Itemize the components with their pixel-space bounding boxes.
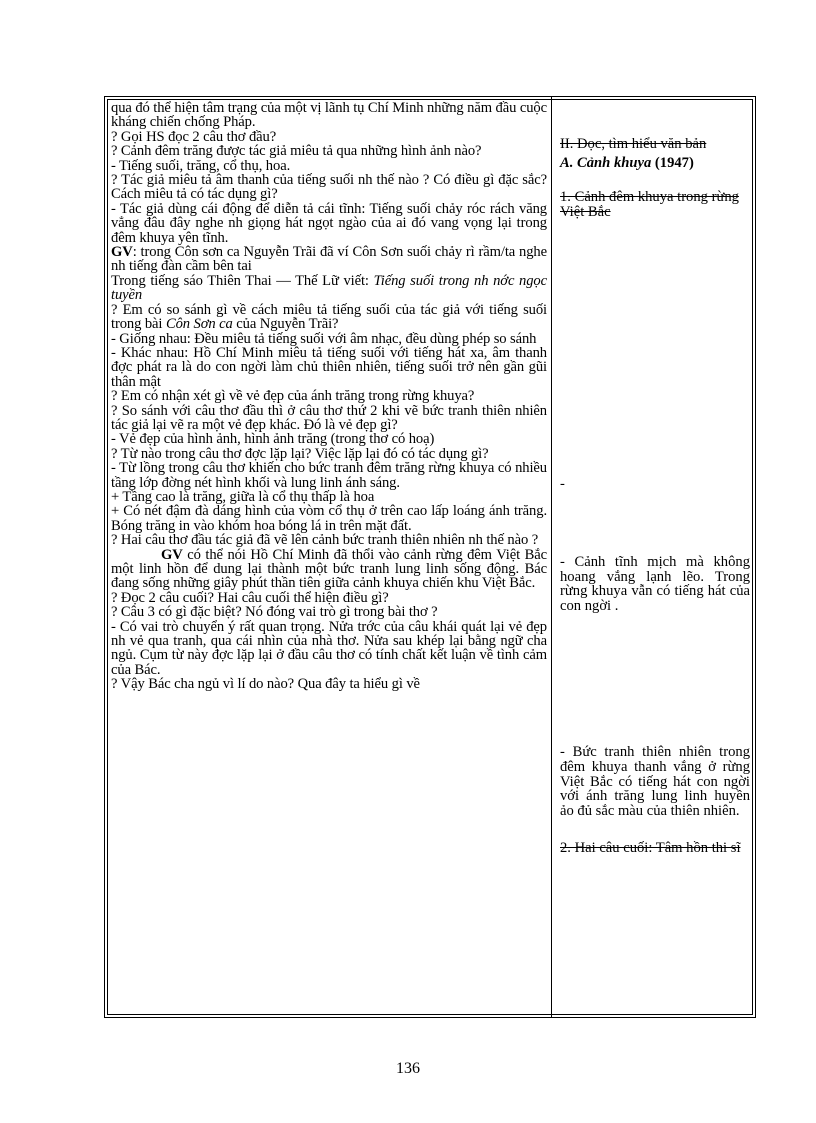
paragraph: - Khác nhau: Hồ Chí Minh miêu tả tiếng suối với tiếng hát xa, âm thanh đợc phát ra là do con ngời làm chủ thiên nhiên, tiếng suối trở nên gần gũi thân mật: [111, 344, 547, 390]
paragraph: ? Câu 3 có gì đặc biệt? Nó đóng vai trò gì trong bài thơ ?: [111, 604, 438, 621]
poem-quote: Tiếng suối trong nh nớc ngọc tuyền: [111, 272, 547, 304]
paragraph: - Giống nhau: Đều miêu tả tiếng suối với âm nhạc, đều dùng phép so sánh: [111, 330, 537, 347]
the-lu-quote-line: Trong tiếng sáo Thiên Thai — Thế Lữ viết: Tiếng suối trong nh nớc ngọc tuyền: [111, 272, 547, 304]
compare-question: ? Em có so sánh gì về cách miêu tả tiếng suối của tác giả với tiếng suối trong bài Côn Sơn ca của Nguyễn Trãi?: [111, 301, 547, 333]
dash-marker: -: [560, 476, 565, 493]
lesson-table: [104, 96, 756, 1018]
teacher-activity-column: [111, 101, 547, 692]
paragraph: - Vẻ đẹp của hình ảnh, hình ảnh trăng (trong thơ có hoạ): [111, 431, 435, 448]
paragraph: ? Hai câu thơ đầu tác giả đã vẽ lên cảnh bức tranh thiên nhiên nh thế nào ?: [111, 532, 539, 549]
paragraph: + Tầng cao là trăng, giữa là cổ thụ thấp là hoa: [111, 488, 375, 505]
section-heading: II. Đọc, tìm hiểu văn bản: [560, 136, 707, 152]
column-divider: [551, 97, 552, 1017]
paragraph: ? Cảnh đêm trăng được tác giả miêu tả qua những hình ảnh nào?: [111, 143, 482, 160]
paragraph: ? Đọc 2 câu cuối? Hai câu cuối thể hiện điều gì?: [111, 589, 389, 606]
paragraph: - Có vai trò chuyển ý rất quan trọng. Nửa trớc của câu khái quát lại vẻ đẹp nh vẻ qua tranh, qua cái nhìn của nhà thơ. Nửa sau khép lại bằng ngữ cha ngủ. Cụm từ này đợc lặp lại ở đầu câu thơ có tính chất kết luận về tình cảm của Bác.: [111, 618, 547, 678]
paragraph: ? Gọi HS đọc 2 câu thơ đầu?: [111, 128, 277, 145]
paragraph: - Tác giả dùng cái động để diễn tả cái tĩnh: Tiếng suối chảy róc rách văng vẳng đâu đây nghe nh giọng hát ngọt ngào của ai đó vang vọng lại trong đêm khuya yên tĩnh.: [111, 200, 547, 246]
content-column: [560, 137, 750, 856]
sub-heading: A. Cảnh khuya (1947): [560, 154, 694, 171]
paragraph: ? So sánh với câu thơ đầu thì ở câu thơ thứ 2 khi vẽ bức tranh thiên nhiên tác giả lại vẽ ra một vẻ đẹp khác. Đó là vẻ đẹp gì?: [111, 402, 547, 433]
note-2: - Bức tranh thiên nhiên trong đêm khuya thanh vắng ở rừng Việt Bắc có tiếng hát con ngời với ánh trăng lung linh huyền ảo đủ sắc màu của thiên nhiên.: [560, 744, 750, 819]
paragraph: + Có nét đậm đà dáng hình của vòm cổ thụ ở trên cao lấp loáng ánh trăng. Bóng trăng in vào khóm hoa bóng lá in trên mặt đất.: [111, 503, 547, 534]
item-heading-1: 1. Cảnh đêm khuya trong rừng Việt Bắc: [560, 189, 739, 220]
paragraph: ? Từ nào trong câu thơ đợc lặp lại? Việc lặp lại đó có tác dụng gì?: [111, 445, 489, 462]
item-heading-2: 2. Hai câu cuối: Tâm hồn thi sĩ: [560, 840, 741, 857]
paragraph: ? Vậy Bác cha ngủ vì lí do nào? Qua đây ta hiểu gì về: [111, 676, 420, 693]
gv-note-2: GV có thể nói Hồ Chí Minh đã thổi vào cảnh rừng đêm Việt Bắc một linh hồn để dung lại thành một bức tranh lung linh sống động. Bác đang sống những giây phút thần tiên giữa cảnh khuya chiến khu Việt Bắc.: [111, 546, 547, 592]
paragraph: - Từ lồng trong câu thơ khiến cho bức tranh đêm trăng rừng khuya có nhiều tầng lớp đờng nét hình khối và lung linh ánh sáng.: [111, 460, 547, 491]
note-1: - Cảnh tĩnh mịch mà không hoang vắng lạnh lẽo. Trong rừng khuya vẫn có tiếng hát của con ngời .: [560, 553, 750, 614]
gv-label: GV: [111, 244, 133, 261]
page-number: 136: [396, 1060, 420, 1077]
paragraph: qua đó thể hiện tâm trạng của một vị lãnh tụ Chí Minh những năm đầu cuộc kháng chiến chống Pháp.: [111, 100, 548, 131]
paragraph: ? Em có nhận xét gì về vẻ đẹp của ánh trăng trong rừng khuya?: [111, 388, 475, 405]
poem-title: Côn Sơn ca: [165, 316, 233, 333]
paragraph: ? Tác giả miêu tả âm thanh của tiếng suối nh thế nào ? Có điều gì đặc sắc? Cách miêu tả có tác dụng gì?: [111, 172, 547, 203]
paragraph: - Tiếng suối, trăng, cổ thụ, hoa.: [111, 157, 291, 174]
gv-note: GV: trong Côn sơn ca Nguyễn Trãi đã ví Côn Sơn suối chảy rì rầm/ta nghe nh tiếng đàn cầm bên tai: [111, 244, 547, 275]
gv-label: GV: [161, 546, 183, 563]
